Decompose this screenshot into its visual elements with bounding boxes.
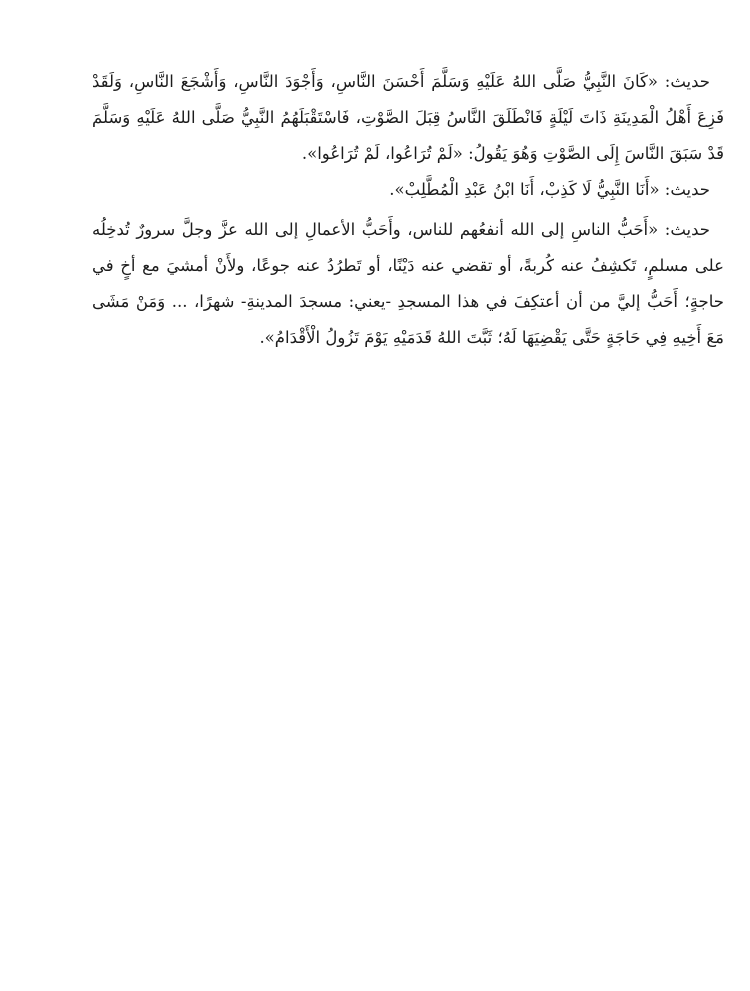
hadith-paragraph-1: حديث: «كَانَ النَّبِيُّ صَلَّى اللهُ عَلَيْهِ وَسَلَّمَ أَحْسَنَ النَّاسِ، وَأَجْوَدَ النَّاسِ، وَأَشْجَعَ النَّاسِ، وَلَقَدْ فَزِعَ أَهْلُ الْمَدِينَةِ ذَاتَ لَيْلَةٍ فَانْطَلَقَ النَّاسُ قِبَلَ الصَّوْتِ، فَاسْتَقْبَلَهُمُ النَّبِيُّ صَلَّى اللهُ عَلَيْهِ وَسَلَّمَ قَدْ سَبَقَ النَّاسَ إِلَى الصَّوْتِ وَهُوَ يَقُولُ: «لَمْ تُرَاعُوا، لَمْ تُرَاعُوا». [92, 72, 724, 163]
hadith-paragraph-2: حديث: «أَنَا النَّبِيُّ لَا كَذِبْ، أَنَا ابْنُ عَبْدِ الْمُطَّلِبْ». [389, 180, 710, 199]
document-body [92, 64, 724, 356]
hadith-paragraph-3: حديث: «أَحَبُّ الناسِ إلى الله أنفعُهم للناس، وأَحَبُّ الأعمالِ إلى الله عزَّ وجلَّ سرورٌ تُدخِلُه على مسلمٍ، تَكشِفُ عنه كُربةً، أو تقضي عنه دَيْنًا، أو تَطرُدُ عنه جوعًا، ولأَنْ أمشيَ مع أخٍ في حاجةٍ؛ أَحَبُّ إليَّ من أن أعتكِفَ في هذا المسجدِ -يعني: مسجدَ المدينةِ- شهرًا، ... وَمَنْ مَشَى مَعَ أَخِيهِ فِي حَاجَةٍ حَتَّى يَقْضِيَهَا لَهُ؛ ثَبَّتَ اللهُ قَدَمَيْهِ يَوْمَ تَزُولُ الْأَقْدَامُ». [92, 220, 724, 347]
